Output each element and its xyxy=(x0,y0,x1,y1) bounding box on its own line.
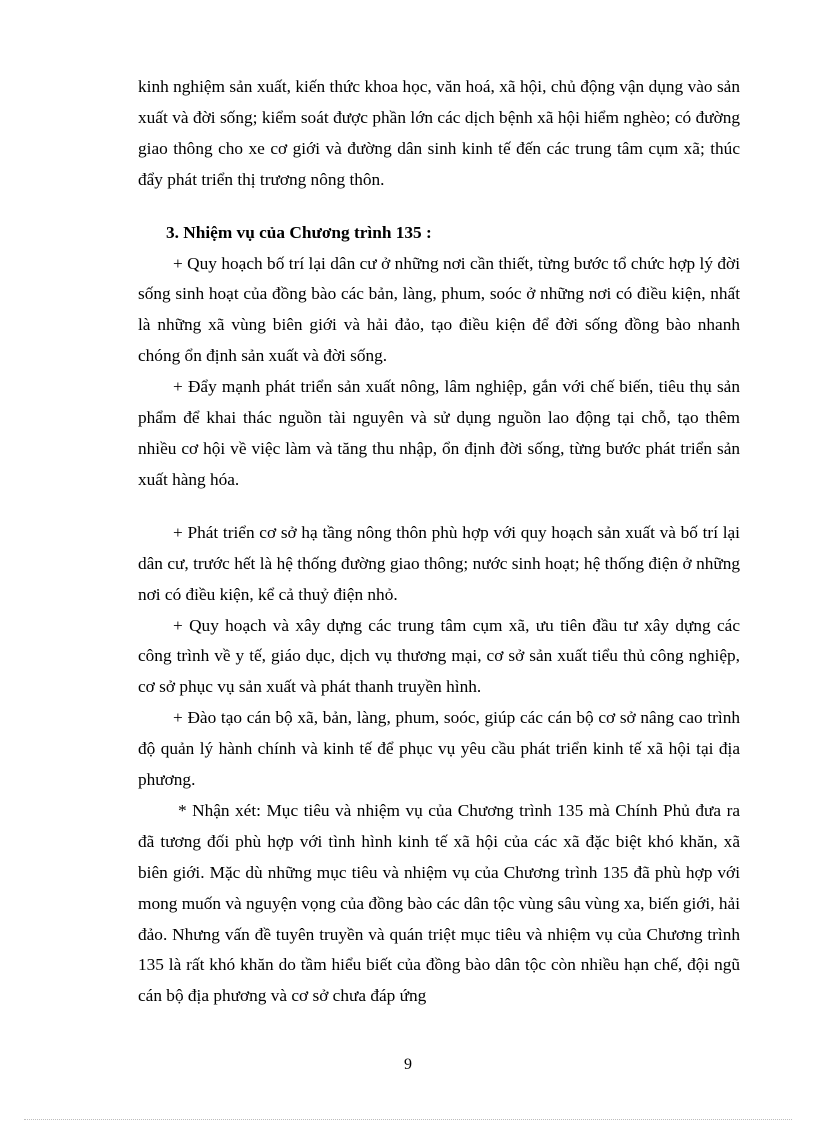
spacer xyxy=(138,496,740,518)
section-heading: 3. Nhiệm vụ của Chương trình 135 : xyxy=(166,222,432,242)
task-item-resettlement: + Quy hoạch bố trí lại dân cư ở những nơi cần thiết, từng bước tổ chức hợp lý đời sống sinh hoạt của đồng bào các bản, làng, phum, soóc ở những nơi có điều kiện, nhất là những xã vùng biên giới và hải đảo, tạo điều kiện để đời sống đồng bào nhanh chóng ổn định sản xuất và đời sống. xyxy=(138,253,740,366)
task-item-production: + Đẩy mạnh phát triển sản xuất nông, lâm nghiệp, gắn với chế biến, tiêu thụ sản phẩm để khai thác nguồn tài nguyên và sử dụng nguồn lao động tại chỗ, tạo thêm nhiều cơ hội về việc làm và tăng thu nhập, ổn định đời sống, từng bước phát triển sản xuất hàng hóa. xyxy=(138,377,740,489)
remark-paragraph: * Nhận xét: Mục tiêu và nhiệm vụ của Chương trình 135 mà Chính Phủ đưa ra đã tương đối phù hợp với tình hình kinh tế xã hội của các xã đặc biệt khó khăn, xã biên giới. Mặc dù những mục tiêu và nhiệm vụ của Chương trình 135 đã phù hợp với mong muốn và nguyện vọng của đồng bào các dân tộc vùng sâu vùng xa, biến giới, hải đảo. Nhưng vấn đề tuyên truyền và quán triệt mục tiêu và nhiệm vụ của Chương trình 135 là rất khó khăn do tầm hiểu biết của đồng bào dân tộc còn nhiều hạn chế, đội ngũ cán bộ địa phương và cơ sở chưa đáp ứng xyxy=(138,800,740,1006)
task-item-training: + Đào tạo cán bộ xã, bản, làng, phum, soóc, giúp các cán bộ cơ sở nâng cao trình độ quản lý hành chính và kinh tế để phục vụ yêu cầu phát triển kinh tế xã hội tại địa phương. xyxy=(138,708,740,790)
task-item-infrastructure: + Phát triển cơ sở hạ tầng nông thôn phù hợp với quy hoạch sản xuất và bố trí lại dân cư, trước hết là hệ thống đường giao thông; nước sinh hoạt; hệ thống điện ở những nơi có điều kiện, kể cả thuỷ điện nhỏ. xyxy=(138,522,740,604)
task-item-commune-centers: + Quy hoạch và xây dựng các trung tâm cụm xã, ưu tiên đầu tư xây dựng các công trình về y tế, giáo dục, dịch vụ thương mại, cơ sở sản xuất tiểu thủ công nghiệp, cơ sở phục vụ sản xuất và phát thanh truyền hình. xyxy=(138,615,740,697)
page-body xyxy=(138,72,740,1012)
page-number: 9 xyxy=(404,1056,412,1073)
spacer xyxy=(138,196,740,218)
page-bottom-divider xyxy=(24,1119,792,1120)
paragraph-continuation: kinh nghiệm sản xuất, kiến thức khoa học, văn hoá, xã hội, chủ động vận dụng vào sản xuất và đời sống; kiểm soát được phần lớn các dịch bệnh xã hội hiểm nghèo; có đường giao thông cho xe cơ giới và đường dân sinh kinh tế đến các trung tâm cụm xã; thúc đẩy phát triển thị trương nông thôn. xyxy=(138,77,740,189)
